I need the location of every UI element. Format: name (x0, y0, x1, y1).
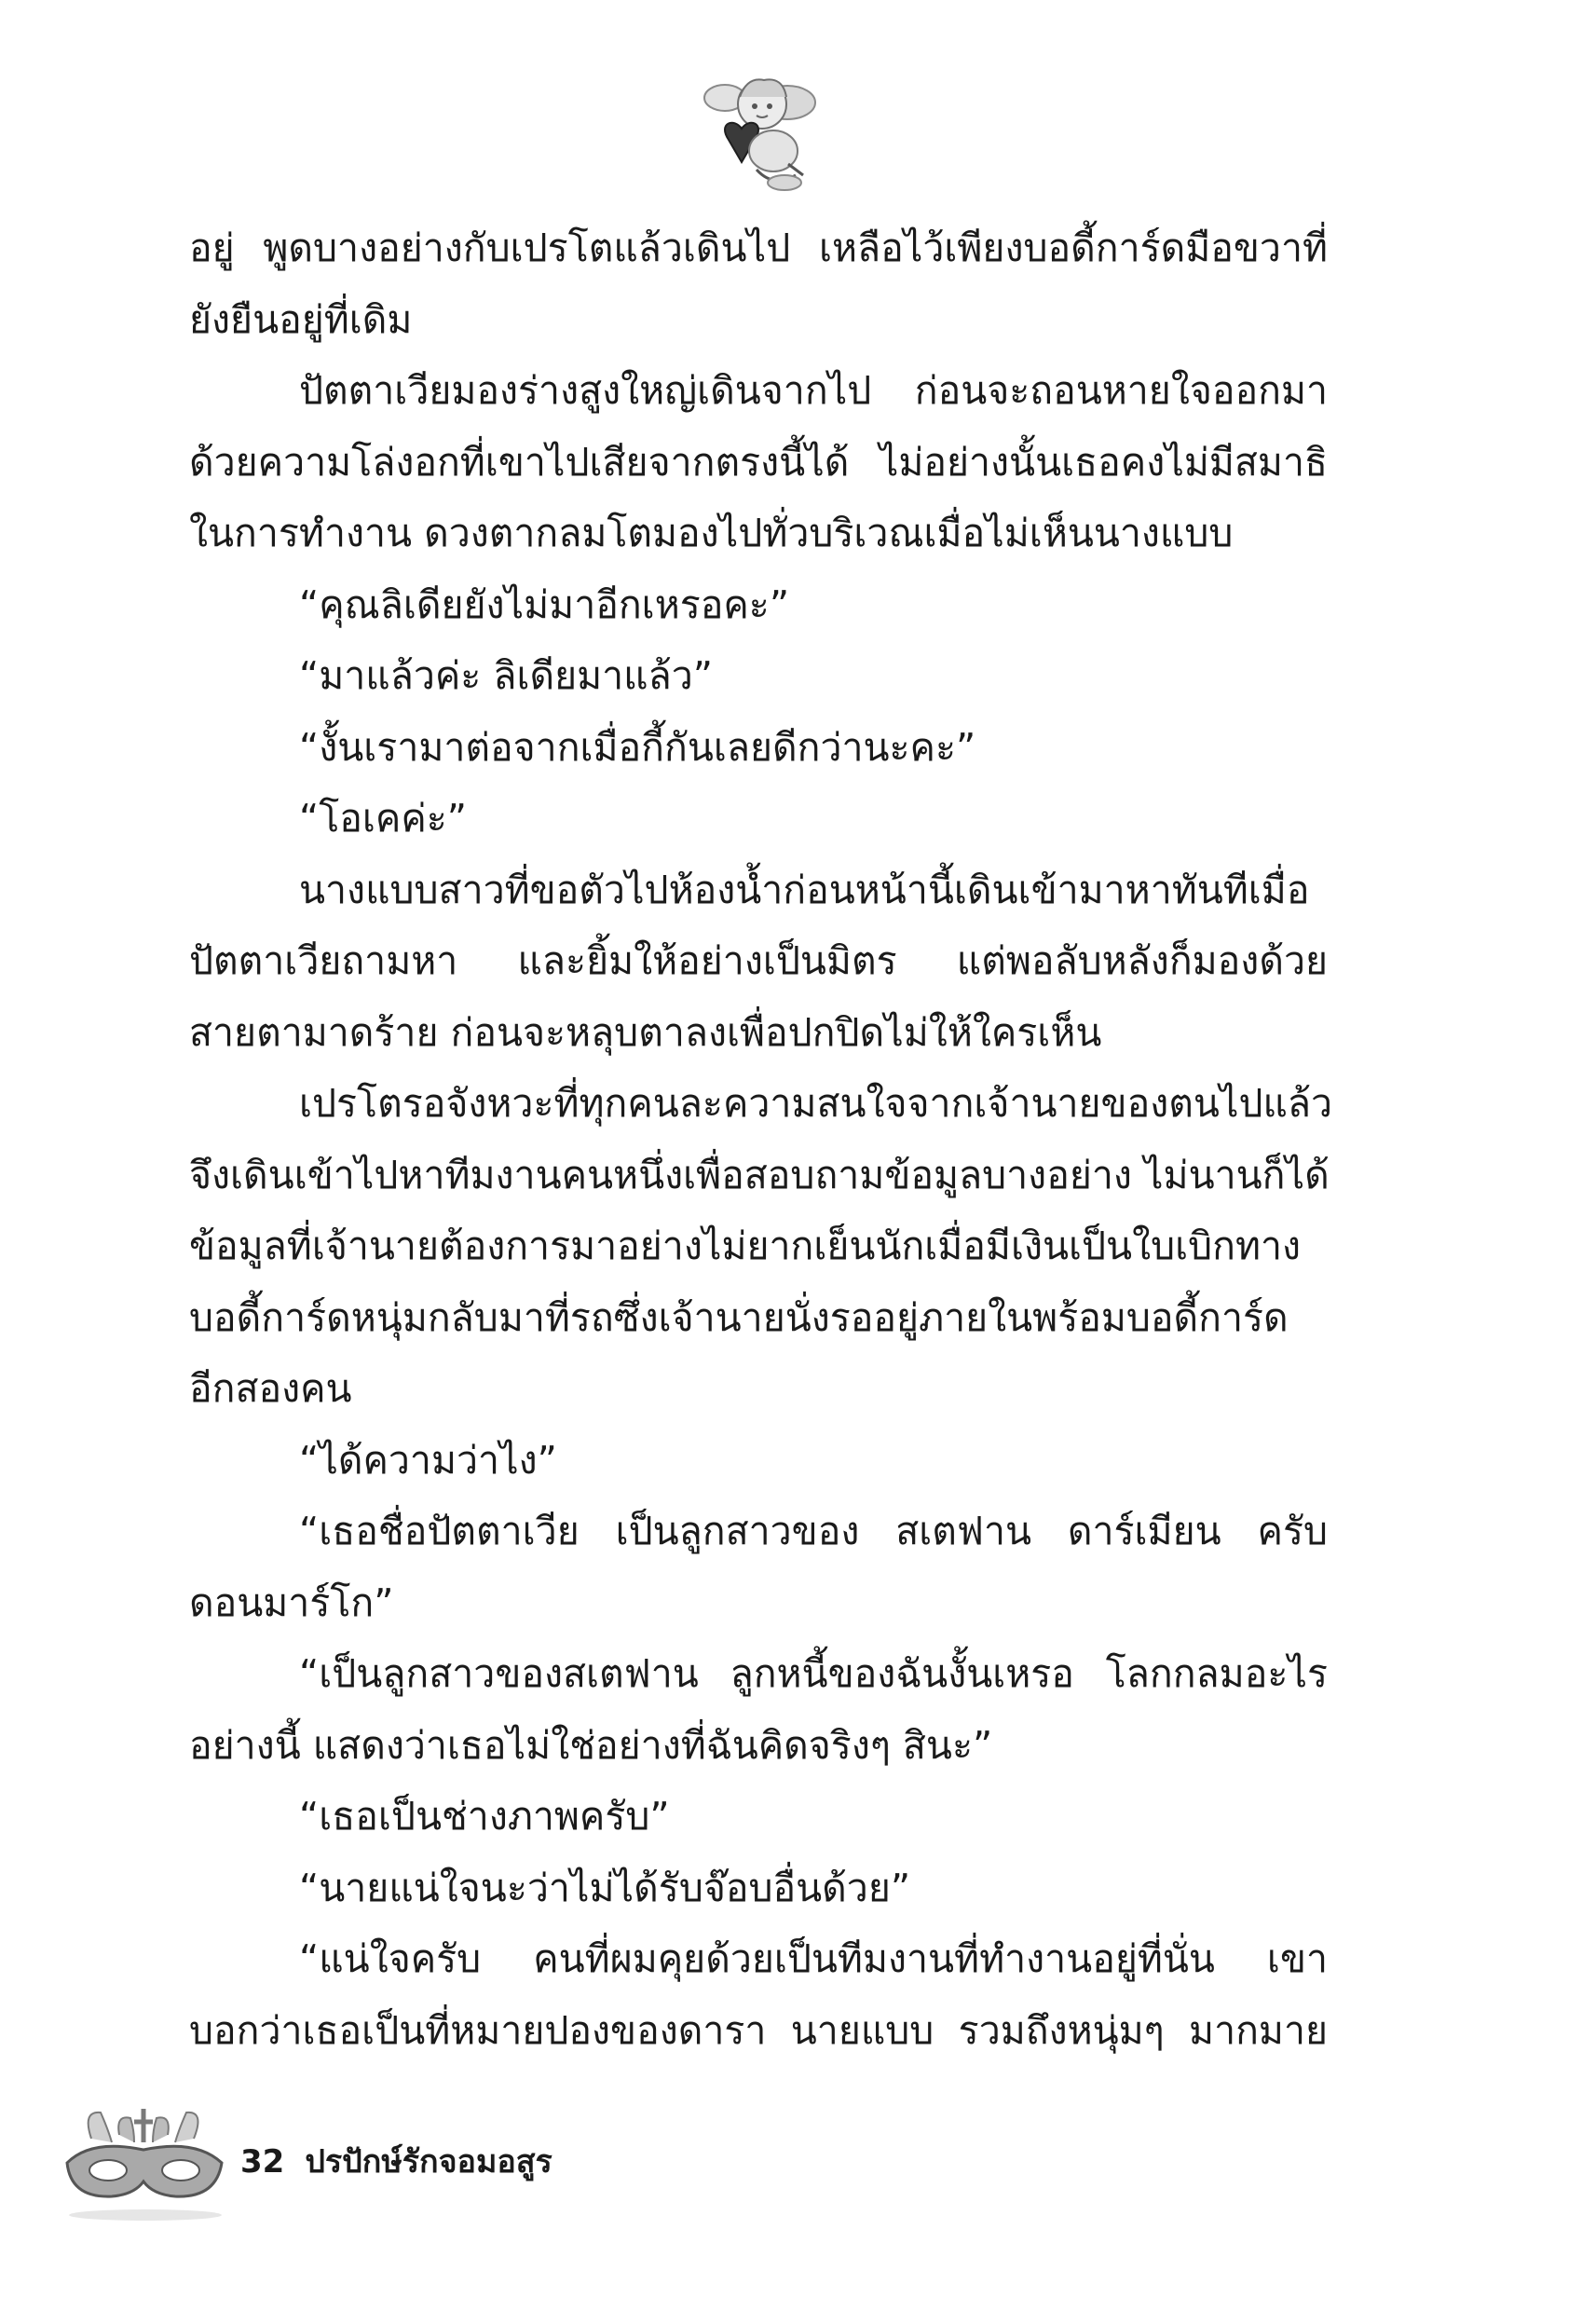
page-number: 32 (240, 2143, 285, 2181)
text-line: อย่างนี้ แสดงว่าเธอไม่ใช่อย่างที่ฉันคิดจริงๆ สินะ” (189, 1722, 993, 1768)
cupid-heart-ornament-icon (699, 65, 820, 196)
text-line: อีกสองคน (189, 1366, 352, 1411)
text-line: “เธอชื่อปัตตาเวีย เป็นลูกสาวของ สเตฟาน ดาร์เมียน ครับ (299, 1509, 1328, 1553)
book-title: ปรปักษ์รักจอมอสูร (305, 2143, 552, 2181)
text-line: “ได้ความว่าไง” (299, 1437, 557, 1483)
body-text (189, 212, 1333, 2066)
text-line: “เป็นลูกสาวของสเตฟาน ลูกหนี้ของฉันงั้นเหรอ โลกกลมอะไร (299, 1651, 1328, 1696)
masquerade-mask-icon (54, 2101, 240, 2222)
text-line: “นายแน่ใจนะว่าไม่ได้รับจ๊อบอื่นด้วย” (299, 1865, 911, 1910)
text-line: ปัตตาเวียถามหา และยิ้มให้อย่างเป็นมิตร แต่พอลับหลังก็มองด้วย (189, 938, 1328, 983)
text-line: จึงเดินเข้าไปหาทีมงานคนหนึ่งเพื่อสอบถามข้อมูลบางอย่าง ไม่นานก็ได้ (189, 1152, 1330, 1197)
text-line: ข้อมูลที่เจ้านายต้องการมาอย่างไม่ยากเย็นนักเมื่อมีเงินเป็นใบเบิกทาง (189, 1224, 1302, 1268)
text-line: สายตามาดร้าย ก่อนจะหลุบตาลงเพื่อปกปิดไม่ให้ใครเห็น (189, 1009, 1102, 1055)
text-line: นางแบบสาวที่ขอตัวไปห้องน้ำก่อนหน้านี้เดินเข้ามาหาทันทีเมื่อ (299, 867, 1310, 912)
text-line: “เธอเป็นช่างภาพครับ” (299, 1794, 670, 1839)
text-line: บอดี้การ์ดหนุ่มกลับมาที่รถซึ่งเจ้านายนั่งรออยู่ภายในพร้อมบอดี้การ์ด (189, 1294, 1289, 1340)
text-line: “โอเคค่ะ” (299, 796, 468, 841)
text-line: เปรโตรอจังหวะที่ทุกคนละความสนใจจากเจ้านายของตนไปแล้ว (299, 1081, 1333, 1126)
text-line: อยู่ พูดบางอย่างกับเปรโตแล้วเดินไป เหลือไว้เพียงบอดี้การ์ดมือขวาที่ (189, 226, 1328, 270)
text-line: ดอนมาร์โก” (189, 1579, 394, 1625)
text-line: ด้วยความโล่งอกที่เขาไปเสียจากตรงนี้ได้ ไม่อย่างนั้นเธอคงไม่มีสมาธิ (189, 439, 1328, 485)
page-footer (240, 2143, 552, 2181)
text-line: ยังยืนอยู่ที่เดิม (189, 296, 413, 342)
text-line: ในการทำงาน ดวงตากลมโตมองไปทั่วบริเวณเมื่อไม่เห็นนางแบบ (189, 511, 1234, 555)
text-line: บอกว่าเธอเป็นที่หมายปองของดารา นายแบบ รวมถึงหนุ่มๆ มากมาย (189, 2007, 1328, 2053)
text-line: “งั้นเรามาต่อจากเมื่อกี้กันเลยดีกว่านะคะ” (299, 724, 976, 770)
text-line: ปัตตาเวียมองร่างสูงใหญ่เดินจากไป ก่อนจะถอนหายใจออกมา (299, 368, 1328, 413)
text-line: “คุณลิเดียยังไม่มาอีกเหรอคะ” (299, 581, 790, 627)
text-line: “มาแล้วค่ะ ลิเดียมาแล้ว” (299, 653, 713, 698)
text-line: “แน่ใจครับ คนที่ผมคุยด้วยเป็นทีมงานที่ทำงานอยู่ที่นั่น เขา (299, 1936, 1328, 1981)
